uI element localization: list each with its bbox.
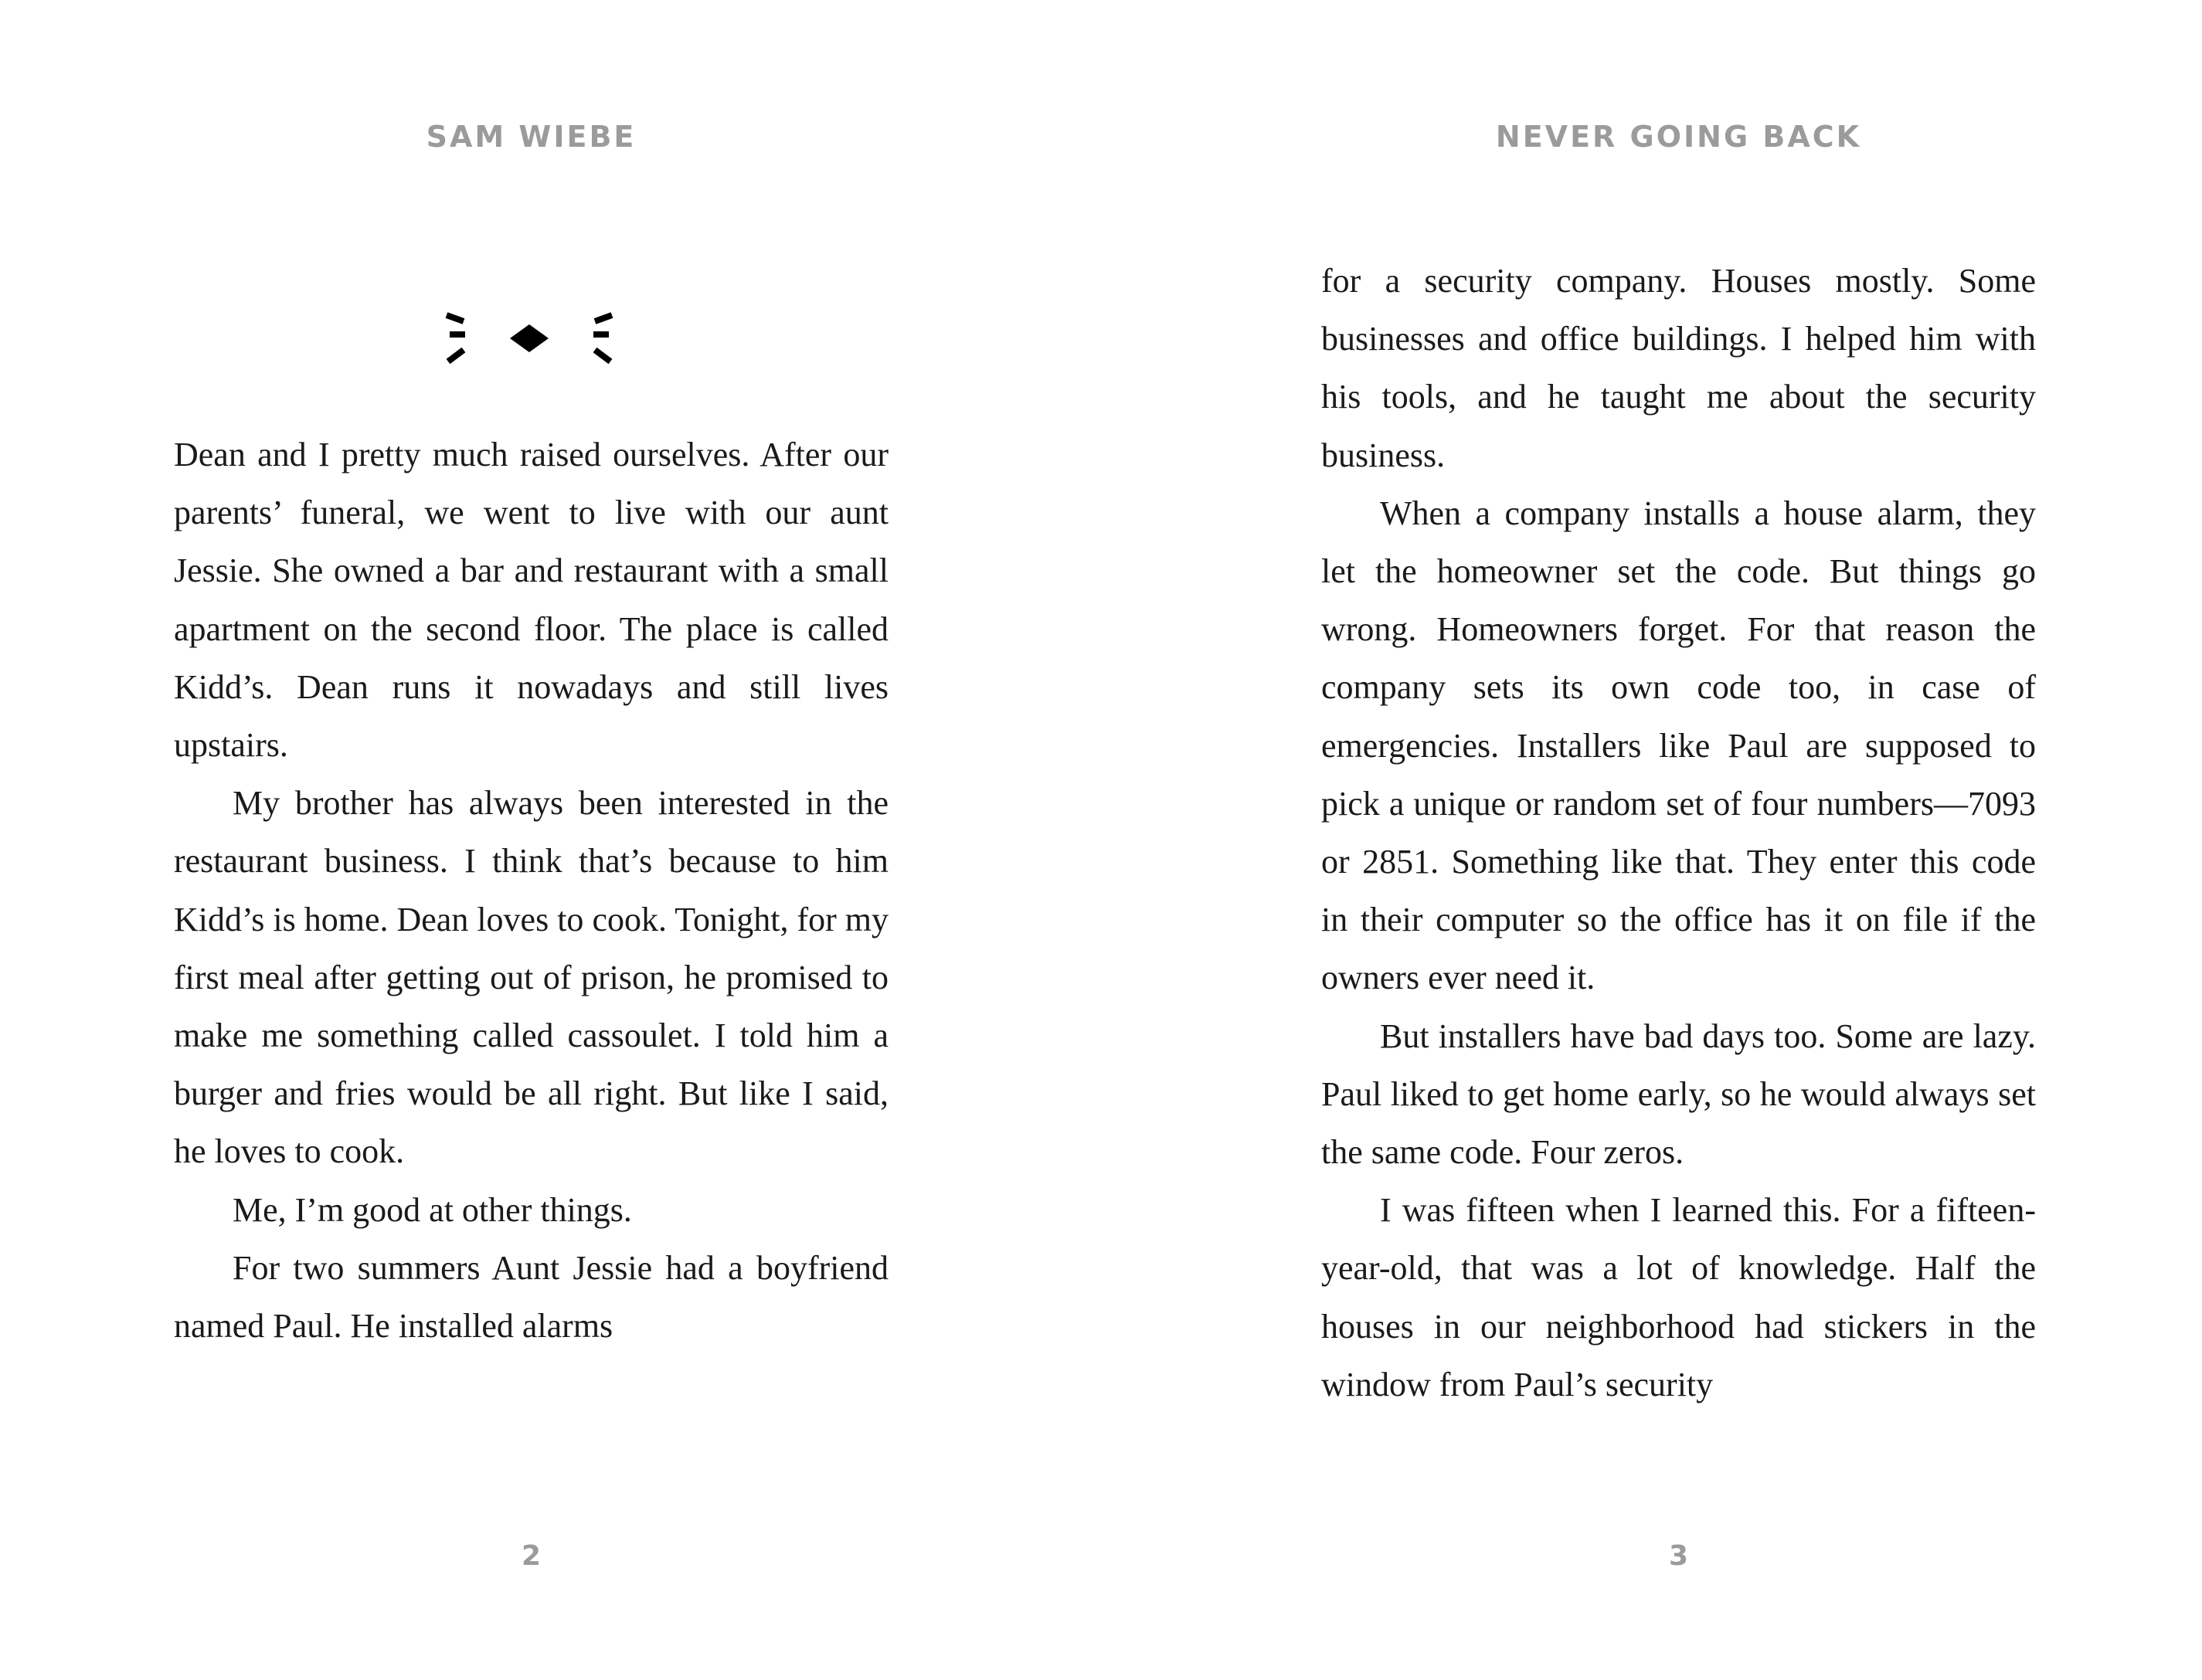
paragraph: Me, I’m good at other things. xyxy=(233,1190,632,1229)
paragraph: For two summers Aunt Jessie had a boyfriend named Paul. He installed alarms xyxy=(174,1248,889,1346)
page-number-left: 2 xyxy=(521,1540,542,1572)
paragraph: I was fifteen when I learned this. For a fifteen-year-old, that was a lot of knowledge. Half the houses in our neighborhood had stickers in the window from Paul’s security xyxy=(1321,1191,2036,1403)
body-text-left xyxy=(174,426,889,1355)
running-head-author: SAM WIEBE xyxy=(426,120,637,154)
paragraph: When a company installs a house alarm, they let the homeowner set the code. But things go wrong. Homeowners forget. For that reason the company sets its own code too, in case of emergencies. Installers like Paul are supposed to pick a unique or random set of four numbers—7093 or 2851. Something like that. They enter this code in their computer so the office has it on file if the owners ever need it. xyxy=(1321,494,2036,997)
running-head-title: NEVER GOING BACK xyxy=(1495,120,1862,154)
right-page xyxy=(1101,0,2202,1680)
paragraph: But installers have bad days too. Some are lazy. Paul liked to get home early, so he would always set the same code. Four zeros. xyxy=(1321,1016,2036,1172)
body-text-right xyxy=(1321,252,2036,1414)
paragraph: for a security company. Houses mostly. Some businesses and office buildings. I helped him with his tools, and he taught me about the security business. xyxy=(1321,262,2036,474)
section-break-diamond-icon xyxy=(433,307,626,369)
page-number-right: 3 xyxy=(1668,1540,1689,1572)
paragraph: My brother has always been interested in the restaurant business. I think that’s because to him Kidd’s is home. Dean loves to cook. Tonight, for my first meal after getting out of prison, he promised to make me something called cassoulet. I told him a burger and fries would be all right. But like I said, he loves to cook. xyxy=(174,784,889,1171)
paragraph: Dean and I pretty much raised ourselves. After our parents’ funeral, we went to live with our aunt Jessie. She owned a bar and restaurant with a small apartment on the second floor. The place is called Kidd’s. Dean runs it nowadays and still lives upstairs. xyxy=(174,436,889,765)
